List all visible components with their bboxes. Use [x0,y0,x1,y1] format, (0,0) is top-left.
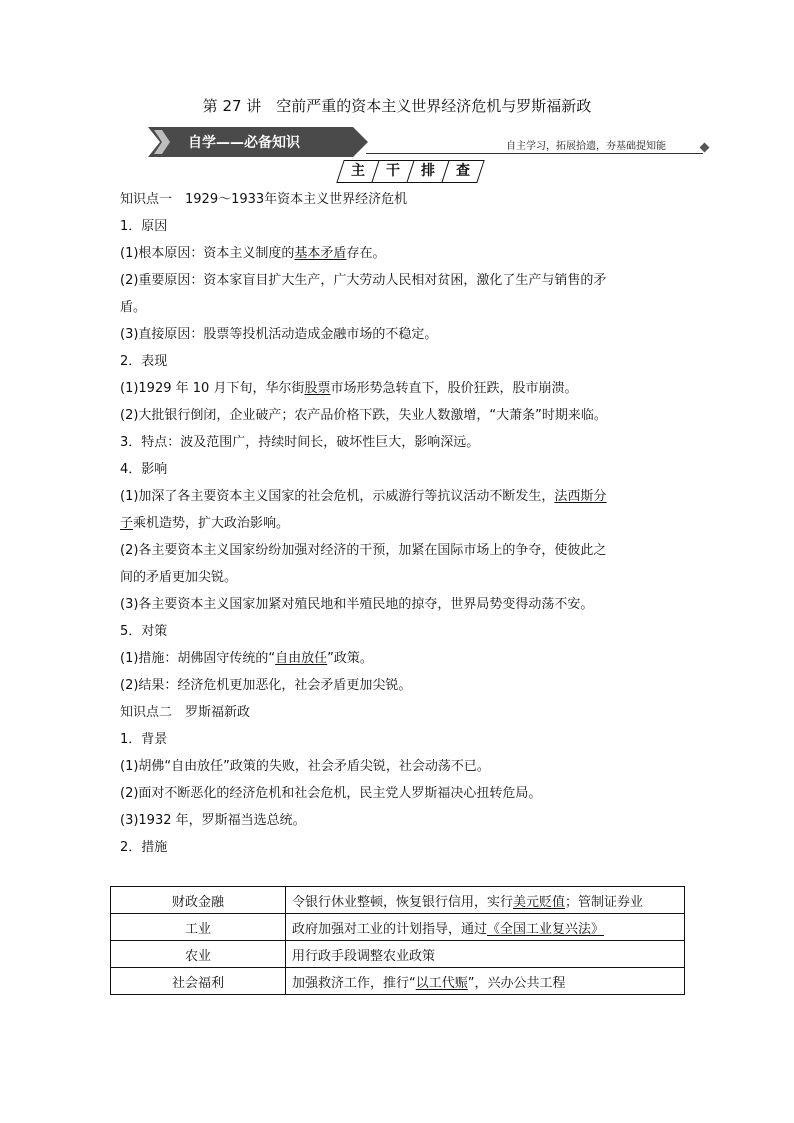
table-category: 农业 [111,941,286,968]
paragraph: (3)直接原因：股票等投机活动造成金融市场的不稳定。 [120,327,438,342]
paragraph: (2)面对不断恶化的经济危机和社会危机，民主党人罗斯福决心扭转危局。 [120,786,542,801]
key-term: 基本矛盾 [294,246,347,261]
paragraph: (2)各主要资本主义国家纷纷加强对经济的干预，加紧在国际市场上的争夺，使彼此之 [120,543,607,558]
paragraph: (1)1929 年 10 月下旬，华尔街股票市场形势急转直下，股价狂跌，股市崩溃。 [120,381,578,396]
key-term: 法西斯分 [554,489,607,504]
paragraph: (2)结果：经济危机更加恶化，社会矛盾更加尖锐。 [120,678,412,693]
paragraph: (2)重要原因：资本家盲目扩大生产，广大劳动人民相对贫困，激化了生产与销售的矛 [120,273,607,288]
banner-label: 自学——必备知识 [188,135,300,151]
page-title: 第 27 讲 空前严重的资本主义世界经济危机与罗斯福新政 [202,97,592,115]
subsection-title: 4．影响 [120,462,168,477]
subsection-title: 2．表现 [120,354,168,369]
paragraph: (1)胡佛“自由放任”政策的失败，社会矛盾尖锐，社会动荡不已。 [120,759,490,774]
subhead-main-review [340,160,480,183]
section-banner [148,127,708,157]
table-cell: 加强救济工作，推行“以工代赈”，兴办公共工程 [286,968,685,995]
subhead-char: 主 [336,160,379,183]
table-row [111,887,685,914]
banner-slogan: 自主学习，拓展拾遗，夯基础提知能 [506,141,666,152]
table-row [111,914,685,941]
key-term: 《全国工业复兴法》 [487,921,605,937]
paragraph: (3)1932 年，罗斯福当选总统。 [120,813,306,828]
paragraph-continuation: 子乘机造势，扩大政治影响。 [120,516,290,531]
table-category: 财政金融 [111,887,286,914]
paragraph: 3．特点：波及范围广，持续时间长，破坏性巨大，影响深远。 [120,435,480,450]
subhead-char: 查 [441,160,484,183]
diamond-icon [700,143,710,153]
table-row [111,968,685,995]
paragraph: (3)各主要资本主义国家加紧对殖民地和半殖民地的掠夺，世界局势变得动荡不安。 [120,597,594,612]
paragraph-continuation: 盾。 [120,300,147,315]
key-term: 自由放任 [275,651,328,666]
key-term: 子 [120,516,134,531]
section-heading: 知识点二 罗斯福新政 [120,705,251,720]
paragraph: (1)措施：胡佛固守传统的“自由放任”政策。 [120,651,373,666]
table-row [111,941,685,968]
subsection-title: 1．原因 [120,219,168,234]
section-heading: 知识点一 1929～1933年资本主义世界经济危机 [120,192,408,207]
subhead-char: 干 [371,160,414,183]
table-cell: 用行政手段调整农业政策 [286,941,685,968]
banner-rule [366,153,703,154]
paragraph: (1)加深了各主要资本主义国家的社会危机，示威游行等抗议活动不断发生，法西斯分 [120,489,607,504]
subsection-title: 1．背景 [120,732,168,747]
paragraph: (1)根本原因：资本主义制度的基本矛盾存在。 [120,246,386,261]
new-deal-measures-table [110,886,685,995]
main-content [120,186,685,861]
key-term: 股票 [304,381,331,396]
subsection-title: 2．措施 [120,840,168,855]
table-cell: 政府加强对工业的计划指导，通过《全国工业复兴法》 [286,914,685,941]
paragraph: (2)大批银行倒闭，企业破产；农产品价格下跌，失业人数激增，“大萧条”时期来临。 [120,408,607,423]
table-category: 工业 [111,914,286,941]
key-term: 美元贬值 [513,894,566,910]
key-term: 以工代赈 [415,975,468,991]
paragraph-continuation: 间的矛盾更加尖锐。 [120,570,238,585]
table-cell: 令银行休业整顿，恢复银行信用，实行美元贬值；管制证券业 [286,887,685,914]
subsection-title: 5．对策 [120,624,168,639]
subhead-char: 排 [406,160,449,183]
table-category: 社会福利 [111,968,286,995]
